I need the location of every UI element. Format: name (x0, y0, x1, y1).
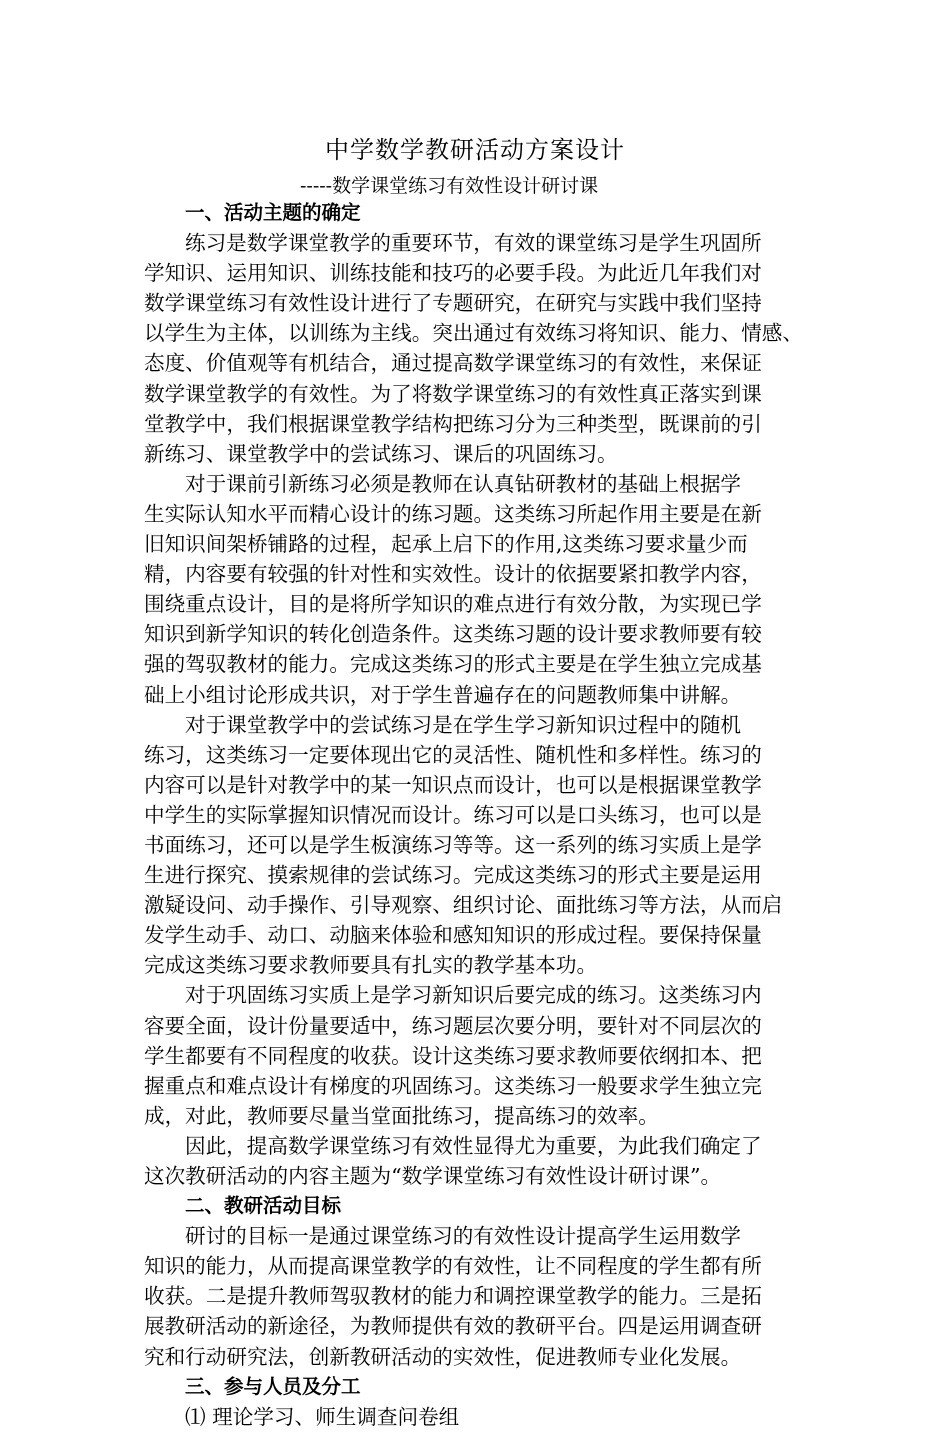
paragraph-line: 完成这类练习要求教师要具有扎实的教学基本功。 (144, 953, 598, 978)
paragraph-line: 态度、价值观等有机结合，通过提高数学课堂练习的有效性，来保证 (144, 351, 762, 376)
paragraph-line: 新练习、课堂教学中的尝试练习、课后的巩固练习。 (144, 441, 618, 466)
paragraph-line: 对于巩固练习实质上是学习新知识后要完成的练习。这类练习内 (185, 983, 762, 1008)
paragraph-line: 础上小组讨论形成共识，对于学生普遍存在的问题教师集中讲解。 (144, 682, 742, 707)
paragraph-line: 知识到新学知识的转化创造条件。这类练习题的设计要求教师要有较 (144, 622, 762, 647)
paragraph-line: 以学生为主体，以训练为主线。突出通过有效练习将知识、能力、情感、 (144, 321, 803, 346)
paragraph-line: 对于课堂教学中的尝试练习是在学生学习新知识过程中的随机 (185, 712, 742, 737)
paragraph-line: 生进行探究、摸索规律的尝试练习。完成这类练习的形式主要是运用 (144, 863, 762, 888)
section-heading: 一、活动主题的确定 (185, 201, 361, 224)
paragraph-line: 数学课堂练习有效性设计进行了专题研究，在研究与实践中我们坚持 (144, 291, 762, 316)
paragraph-line: 展教研活动的新途径，为教师提供有效的教研平台。四是运用调查研 (144, 1314, 762, 1339)
paragraph-line: 数学课堂教学的有效性。为了将数学课堂练习的有效性真正落实到课 (144, 381, 762, 406)
paragraph-line: 收获。二是提升教师驾驭教材的能力和调控课堂教学的能力。三是拓 (144, 1284, 762, 1309)
paragraph-line: 对于课前引新练习必须是教师在认真钻研教材的基础上根据学 (185, 471, 742, 496)
document-subtitle: -----数学课堂练习有效性设计研讨课 (300, 175, 599, 197)
paragraph-line: 强的驾驭教材的能力。完成这类练习的形式主要是在学生独立完成基 (144, 652, 762, 677)
paragraph-line: 练习，这类练习一定要体现出它的灵活性、随机性和多样性。练习的 (144, 742, 762, 767)
paragraph-line: ⑴ 理论学习、师生调查问卷组 (185, 1404, 460, 1429)
paragraph-line: 书面练习，还可以是学生板演练习等等。这一系列的练习实质上是学 (144, 832, 762, 857)
paragraph-line: 研讨的目标一是通过课堂练习的有效性设计提高学生运用数学 (185, 1224, 742, 1249)
document-body (144, 198, 824, 1432)
document-title: 中学数学教研活动方案设计 (325, 136, 625, 164)
paragraph-line: 精，内容要有较强的针对性和实效性。设计的依据要紧扣教学内容， (144, 562, 762, 587)
paragraph-line: 练习是数学课堂教学的重要环节，有效的课堂练习是学生巩固所 (185, 231, 762, 256)
paragraph-line: 容要全面，设计份量要适中，练习题层次要分明，要针对不同层次的 (144, 1013, 762, 1038)
paragraph-line: 这次教研活动的内容主题为“数学课堂练习有效性设计研讨课”。 (144, 1164, 722, 1188)
paragraph-line: 知识的能力，从而提高课堂教学的有效性，让不同程度的学生都有所 (144, 1254, 762, 1279)
paragraph-line: 旧知识间架桥铺路的过程，起承上启下的作用,这类练习要求量少而 (144, 532, 748, 557)
paragraph-line: 学知识、运用知识、训练技能和技巧的必要手段。为此近几年我们对 (144, 261, 762, 286)
paragraph-line: 因此，提高数学课堂练习有效性显得尤为重要，为此我们确定了 (185, 1133, 762, 1158)
paragraph-line: 堂教学中，我们根据课堂教学结构把练习分为三种类型，既课前的引 (144, 411, 762, 436)
paragraph-line: 激疑设问、动手操作、引导观察、组织讨论、面批练习等方法，从而启 (144, 893, 783, 918)
paragraph-line: 中学生的实际掌握知识情况而设计。练习可以是口头练习，也可以是 (144, 802, 762, 827)
paragraph-line: 内容可以是针对教学中的某一知识点而设计，也可以是根据课堂教学 (144, 772, 762, 797)
paragraph-line: 成，对此，教师要尽量当堂面批练习，提高练习的效率。 (144, 1103, 659, 1128)
section-heading: 三、参与人员及分工 (185, 1374, 361, 1398)
paragraph-line: 学生都要有不同程度的收获。设计这类练习要求教师要依纲扣本、把 (144, 1043, 762, 1068)
section-heading: 二、教研活动目标 (185, 1194, 342, 1218)
paragraph-line: 发学生动手、动口、动脑来体验和感知知识的形成过程。要保持保量 (144, 923, 762, 948)
paragraph-line: 生实际认知水平而精心设计的练习题。这类练习所起作用主要是在新 (144, 501, 762, 526)
paragraph-line: 究和行动研究法，创新教研活动的实效性，促进教师专业化发展。 (144, 1344, 742, 1369)
paragraph-line: 围绕重点设计，目的是将所学知识的难点进行有效分散，为实现已学 (144, 592, 762, 617)
paragraph-line: 握重点和难点设计有梯度的巩固练习。这类练习一般要求学生独立完 (144, 1073, 762, 1098)
